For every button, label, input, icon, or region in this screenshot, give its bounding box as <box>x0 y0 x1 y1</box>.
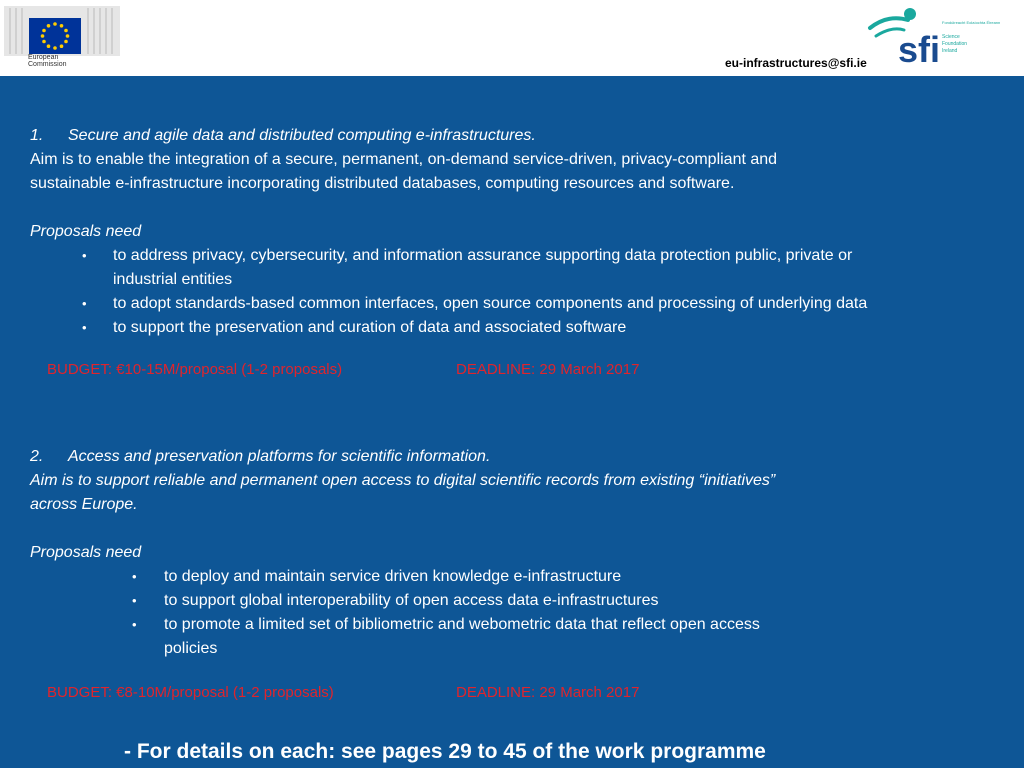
contact-email[interactable]: eu-infrastructures@sfi.ie <box>725 56 867 70</box>
footer-note: - For details on each: see pages 29 to 45 of the work programme <box>124 740 766 763</box>
header <box>0 0 1024 76</box>
section-1-bullet-3: to support the preservation and curation of data and associated software <box>113 319 627 336</box>
ec-logo-text <box>28 54 67 68</box>
ec-logo-line-2: Commission <box>28 61 67 68</box>
svg-text:Ireland: Ireland <box>942 48 958 54</box>
section-1-proposals-need: Proposals need <box>30 223 142 240</box>
section-1-bullet-2: to adopt standards-based common interfaces, open source components and processing of underlying data <box>113 295 868 312</box>
section-2-title: Access and preservation platforms for scientific information. <box>68 448 491 465</box>
bullet-icon: • <box>132 569 137 584</box>
section-1-bullet-1-line-2: industrial entities <box>113 271 233 288</box>
slide-body <box>0 76 1024 768</box>
section-1-deadline: DEADLINE: 29 March 2017 <box>456 361 640 378</box>
section-1-bullet-1-line-1: to address privacy, cybersecurity, and information assurance supporting data protection public, private or <box>113 247 853 264</box>
bullet-icon: • <box>82 248 87 263</box>
section-2-proposals-need: Proposals need <box>30 544 142 561</box>
section-2-number: 2. <box>30 448 44 465</box>
section-1-aim-line-1: Aim is to enable the integration of a secure, permanent, on-demand service-driven, privacy-compliant and <box>30 151 778 168</box>
section-2-budget: BUDGET: €8-10M/proposal (1-2 proposals) <box>47 684 334 701</box>
section-2-bullet-3-line-1: to promote a limited set of bibliometric and webometric data that reflect open access <box>164 616 760 633</box>
section-2-bullet-1: to deploy and maintain service driven knowledge e-infrastructure <box>164 568 622 585</box>
section-2-deadline: DEADLINE: 29 March 2017 <box>456 684 640 701</box>
section-1-number: 1. <box>30 127 44 144</box>
svg-text:Science: Science <box>942 34 960 40</box>
svg-text:Fondúireacht Eolaíochta Éirean: Fondúireacht Eolaíochta Éireann <box>942 20 1001 25</box>
bullet-icon: • <box>132 617 137 632</box>
section-1-budget: BUDGET: €10-15M/proposal (1-2 proposals) <box>47 361 343 378</box>
bullet-icon: • <box>132 593 137 608</box>
section-1-aim-line-2: sustainable e-infrastructure incorporating distributed databases, computing resources and software. <box>30 175 735 192</box>
bullet-icon: • <box>82 296 87 311</box>
ec-logo-line-1: European <box>28 54 59 61</box>
section-2-bullet-2: to support global interoperability of open access data e-infrastructures <box>164 592 659 609</box>
svg-text:Foundation: Foundation <box>942 41 968 47</box>
bullet-icon: • <box>82 320 87 335</box>
section-2-aim-line-2: across Europe. <box>30 496 138 513</box>
section-1-title: Secure and agile data and distributed computing e-infrastructures. <box>68 127 536 144</box>
section-2-aim-line-1: Aim is to support reliable and permanent open access to digital scientific records from existing “initiatives” <box>30 472 776 489</box>
svg-text:sfi: sfi <box>898 29 941 70</box>
section-2-bullet-3-line-2: policies <box>164 640 218 657</box>
sfi-logo <box>868 6 1001 70</box>
